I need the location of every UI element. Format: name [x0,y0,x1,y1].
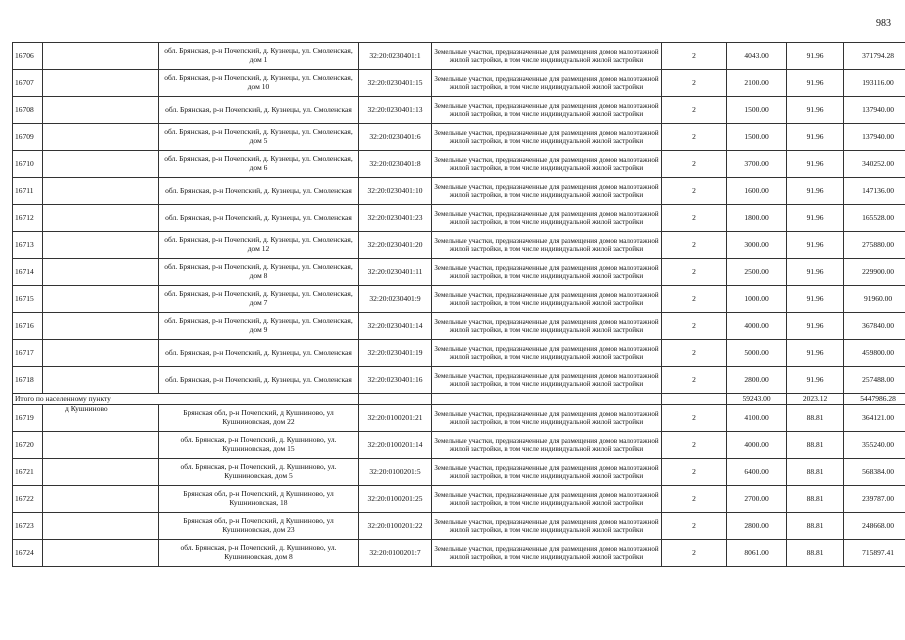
row-number: 16724 [13,540,43,567]
cadastral-number-cell: 32:20:0100201:22 [359,513,432,540]
land-use-cell: Земельные участки, предназначенные для размещения домов малоэтажной жилой застройки, в том числе индивидуальной жилой застройки [432,286,662,313]
subtotal-rate: 2023.12 [787,394,844,405]
table-row [13,540,905,567]
cadastral-number-cell: 32:20:0230401:14 [359,313,432,340]
table-row [13,313,905,340]
rate-cell: 91.96 [787,205,844,232]
row-number: 16722 [13,486,43,513]
cadastral-cost-cell: 91960.00 [844,286,905,313]
rate-cell: 88.81 [787,486,844,513]
address-cell: обл. Брянская, р-н Почепский, д. Кузнецы, ул. Смоленская, дом 12 [159,232,359,259]
cadastral-number-cell: 32:20:0100201:5 [359,459,432,486]
empty-cell [432,394,662,405]
cadastral-number-cell: 32:20:0230401:15 [359,70,432,97]
cadastral-number-cell: 32:20:0230401:16 [359,367,432,394]
cadastral-cost-cell: 459800.00 [844,340,905,367]
address-cell: обл. Брянская, р-н Почепский, д. Кузнецы, ул. Смоленская [159,340,359,367]
cadastral-number-cell: 32:20:0230401:6 [359,124,432,151]
table-row [13,486,905,513]
subtotal-cost: 5447986.28 [844,394,905,405]
address-cell: Брянская обл, р-н Почепский, д Кушниново, ул Кушниновская, 18 [159,486,359,513]
cadastral-cost-cell: 715897.41 [844,540,905,567]
cadastral-number-cell: 32:20:0100201:25 [359,486,432,513]
area-cell: 4043.00 [727,43,787,70]
land-use-cell: Земельные участки, предназначенные для размещения домов малоэтажной жилой застройки, в том числе индивидуальной жилой застройки [432,43,662,70]
cadastral-cost-cell: 568384.00 [844,459,905,486]
cadastral-number-cell: 32:20:0230401:9 [359,286,432,313]
rate-cell: 88.81 [787,405,844,432]
row-number: 16723 [13,513,43,540]
rate-cell: 91.96 [787,124,844,151]
address-cell: обл. Брянская, р-н Почепский, д. Кузнецы, ул. Смоленская [159,178,359,205]
row-number: 16721 [13,459,43,486]
table-row [13,70,905,97]
address-cell: обл. Брянская, р-н Почепский, д. Кушниново, ул. Кушниновская, дом 8 [159,540,359,567]
area-cell: 2800.00 [727,513,787,540]
row-number: 16713 [13,232,43,259]
rate-cell: 88.81 [787,513,844,540]
category-cell: 2 [662,97,727,124]
empty-cell [43,313,159,340]
empty-cell [43,340,159,367]
row-number: 16717 [13,340,43,367]
empty-cell [43,432,159,459]
land-use-cell: Земельные участки, предназначенные для размещения домов малоэтажной жилой застройки, в том числе индивидуальной жилой застройки [432,313,662,340]
area-cell: 8061.00 [727,540,787,567]
cadastral-cost-cell: 248668.00 [844,513,905,540]
land-use-cell: Земельные участки, предназначенные для размещения домов малоэтажной жилой застройки, в том числе индивидуальной жилой застройки [432,232,662,259]
cadastral-cost-cell: 371794.28 [844,43,905,70]
area-cell: 3000.00 [727,232,787,259]
area-cell: 1000.00 [727,286,787,313]
area-cell: 1500.00 [727,97,787,124]
subtotal-area: 59243.00 [727,394,787,405]
cadastral-cost-cell: 275880.00 [844,232,905,259]
table-row [13,405,905,432]
empty-cell [43,486,159,513]
category-cell: 2 [662,124,727,151]
table-body [13,43,905,567]
area-cell: 2500.00 [727,259,787,286]
row-number: 16707 [13,70,43,97]
category-cell: 2 [662,486,727,513]
rate-cell: 91.96 [787,232,844,259]
cadastral-number-cell: 32:20:0230401:11 [359,259,432,286]
locality-label: д Кушниново [65,404,108,413]
row-number: 16715 [13,286,43,313]
row-number: 16718 [13,367,43,394]
land-use-cell: Земельные участки, предназначенные для размещения домов малоэтажной жилой застройки, в том числе индивидуальной жилой застройки [432,540,662,567]
address-cell: обл. Брянская, р-н Почепский, д. Кузнецы, ул. Смоленская [159,205,359,232]
table-row [13,513,905,540]
cadastral-cost-cell: 257488.00 [844,367,905,394]
table-row [13,124,905,151]
area-cell: 4000.00 [727,432,787,459]
land-use-cell: Земельные участки, предназначенные для размещения домов малоэтажной жилой застройки, в том числе индивидуальной жилой застройки [432,70,662,97]
cadastral-cost-cell: 340252.00 [844,151,905,178]
row-number: 16719 [13,405,43,432]
land-use-cell: Земельные участки, предназначенные для размещения домов малоэтажной жилой застройки, в том числе индивидуальной жилой застройки [432,124,662,151]
table-row [13,367,905,394]
address-cell: обл. Брянская, р-н Почепский, д. Кузнецы, ул. Смоленская, дом 6 [159,151,359,178]
rate-cell: 91.96 [787,97,844,124]
address-cell: Брянская обл, р-н Почепский, д Кушниново, ул Кушниновская, дом 23 [159,513,359,540]
cadastral-value-table [12,42,905,567]
table-row [13,259,905,286]
cadastral-cost-cell: 355240.00 [844,432,905,459]
table-row [13,340,905,367]
row-number: 16716 [13,313,43,340]
category-cell: 2 [662,405,727,432]
category-cell: 2 [662,432,727,459]
table-row [13,459,905,486]
land-use-cell: Земельные участки, предназначенные для размещения домов малоэтажной жилой застройки, в том числе индивидуальной жилой застройки [432,432,662,459]
empty-cell [43,151,159,178]
address-cell: обл. Брянская, р-н Почепский, д. Кузнецы, ул. Смоленская [159,97,359,124]
row-number: 16712 [13,205,43,232]
empty-cell [43,259,159,286]
cadastral-cost-cell: 193116.00 [844,70,905,97]
category-cell: 2 [662,151,727,178]
cadastral-cost-cell: 229900.00 [844,259,905,286]
land-use-cell: Земельные участки, предназначенные для размещения домов малоэтажной жилой застройки, в том числе индивидуальной жилой застройки [432,340,662,367]
table-row [13,97,905,124]
row-number: 16711 [13,178,43,205]
category-cell: 2 [662,459,727,486]
area-cell: 4000.00 [727,313,787,340]
address-cell: обл. Брянская, р-н Почепский, д. Кузнецы, ул. Смоленская, дом 7 [159,286,359,313]
cadastral-number-cell: 32:20:0230401:20 [359,232,432,259]
rate-cell: 91.96 [787,259,844,286]
cadastral-cost-cell: 165528.00 [844,205,905,232]
empty-cell [43,97,159,124]
cadastral-number-cell: 32:20:0230401:1 [359,43,432,70]
category-cell: 2 [662,259,727,286]
table-row [13,151,905,178]
area-cell: 3700.00 [727,151,787,178]
address-cell: обл. Брянская, р-н Почепский, д. Кушниново, ул. Кушниновская, дом 15 [159,432,359,459]
empty-cell [43,178,159,205]
address-cell: обл. Брянская, р-н Почепский, д. Кузнецы, ул. Смоленская, дом 9 [159,313,359,340]
cadastral-cost-cell: 137940.00 [844,97,905,124]
cadastral-cost-cell: 239787.00 [844,486,905,513]
address-cell: обл. Брянская, р-н Почепский, д. Кузнецы, ул. Смоленская [159,367,359,394]
category-cell: 2 [662,540,727,567]
rate-cell: 91.96 [787,70,844,97]
land-use-cell: Земельные участки, предназначенные для размещения домов малоэтажной жилой застройки, в том числе индивидуальной жилой застройки [432,459,662,486]
category-cell: 2 [662,232,727,259]
subtotal-row [13,394,905,405]
category-cell: 2 [662,70,727,97]
address-cell: обл. Брянская, р-н Почепский, д. Кузнецы, ул. Смоленская, дом 10 [159,70,359,97]
page-number: 983 [876,18,891,29]
cadastral-cost-cell: 364121.00 [844,405,905,432]
empty-cell [43,367,159,394]
empty-cell [43,540,159,567]
empty-cell [43,43,159,70]
land-use-cell: Земельные участки, предназначенные для размещения домов малоэтажной жилой застройки, в том числе индивидуальной жилой застройки [432,486,662,513]
area-cell: 1800.00 [727,205,787,232]
area-cell: 4100.00 [727,405,787,432]
rate-cell: 91.96 [787,313,844,340]
land-use-cell: Земельные участки, предназначенные для размещения домов малоэтажной жилой застройки, в том числе индивидуальной жилой застройки [432,97,662,124]
cadastral-number-cell: 32:20:0230401:8 [359,151,432,178]
empty-cell [43,124,159,151]
table-row [13,286,905,313]
empty-cell [43,205,159,232]
empty-cell [43,405,159,432]
address-cell: обл. Брянская, р-н Почепский, д. Кузнецы, ул. Смоленская, дом 5 [159,124,359,151]
land-use-cell: Земельные участки, предназначенные для размещения домов малоэтажной жилой застройки, в том числе индивидуальной жилой застройки [432,405,662,432]
table-row [13,178,905,205]
cadastral-number-cell: 32:20:0230401:13 [359,97,432,124]
rate-cell: 91.96 [787,151,844,178]
category-cell: 2 [662,205,727,232]
table-row [13,43,905,70]
category-cell: 2 [662,367,727,394]
area-cell: 2100.00 [727,70,787,97]
empty-cell [359,394,432,405]
land-use-cell: Земельные участки, предназначенные для размещения домов малоэтажной жилой застройки, в том числе индивидуальной жилой застройки [432,259,662,286]
category-cell: 2 [662,313,727,340]
cadastral-cost-cell: 367840.00 [844,313,905,340]
category-cell: 2 [662,513,727,540]
rate-cell: 91.96 [787,178,844,205]
area-cell: 5000.00 [727,340,787,367]
category-cell: 2 [662,43,727,70]
land-use-cell: Земельные участки, предназначенные для размещения домов малоэтажной жилой застройки, в том числе индивидуальной жилой застройки [432,178,662,205]
row-number: 16710 [13,151,43,178]
cadastral-number-cell: 32:20:0100201:21 [359,405,432,432]
land-use-cell: Земельные участки, предназначенные для размещения домов малоэтажной жилой застройки, в том числе индивидуальной жилой застройки [432,513,662,540]
cadastral-number-cell: 32:20:0230401:23 [359,205,432,232]
row-number: 16706 [13,43,43,70]
rate-cell: 88.81 [787,459,844,486]
row-number: 16720 [13,432,43,459]
rate-cell: 91.96 [787,43,844,70]
land-use-cell: Земельные участки, предназначенные для размещения домов малоэтажной жилой застройки, в том числе индивидуальной жилой застройки [432,367,662,394]
table-row [13,432,905,459]
cadastral-cost-cell: 147136.00 [844,178,905,205]
address-cell: обл. Брянская, р-н Почепский, д. Кушниново, ул. Кушниновская, дом 5 [159,459,359,486]
rate-cell: 91.96 [787,340,844,367]
land-use-cell: Земельные участки, предназначенные для размещения домов малоэтажной жилой застройки, в том числе индивидуальной жилой застройки [432,151,662,178]
area-cell: 2700.00 [727,486,787,513]
address-cell: обл. Брянская, р-н Почепский, д. Кузнецы, ул. Смоленская, дом 8 [159,259,359,286]
empty-cell [662,394,727,405]
rate-cell: 91.96 [787,286,844,313]
rate-cell: 91.96 [787,367,844,394]
address-cell: Брянская обл, р-н Почепский, д Кушниново, ул Кушниновская, дом 22 [159,405,359,432]
cadastral-number-cell: 32:20:0230401:10 [359,178,432,205]
table-row [13,205,905,232]
empty-cell [43,70,159,97]
rate-cell: 88.81 [787,540,844,567]
empty-cell [43,513,159,540]
empty-cell [43,459,159,486]
row-number: 16708 [13,97,43,124]
land-use-cell: Земельные участки, предназначенные для размещения домов малоэтажной жилой застройки, в том числе индивидуальной жилой застройки [432,205,662,232]
row-number: 16709 [13,124,43,151]
category-cell: 2 [662,340,727,367]
category-cell: 2 [662,178,727,205]
category-cell: 2 [662,286,727,313]
row-number: 16714 [13,259,43,286]
subtotal-label: Итого по населенному пункту [13,394,359,405]
area-cell: 6400.00 [727,459,787,486]
area-cell: 1600.00 [727,178,787,205]
area-cell: 1500.00 [727,124,787,151]
cadastral-number-cell: 32:20:0100201:7 [359,540,432,567]
area-cell: 2800.00 [727,367,787,394]
empty-cell [43,286,159,313]
rate-cell: 88.81 [787,432,844,459]
cadastral-number-cell: 32:20:0230401:19 [359,340,432,367]
cadastral-cost-cell: 137940.00 [844,124,905,151]
table-row [13,232,905,259]
address-cell: обл. Брянская, р-н Почепский, д. Кузнецы, ул. Смоленская, дом 1 [159,43,359,70]
cadastral-number-cell: 32:20:0100201:14 [359,432,432,459]
empty-cell [43,232,159,259]
